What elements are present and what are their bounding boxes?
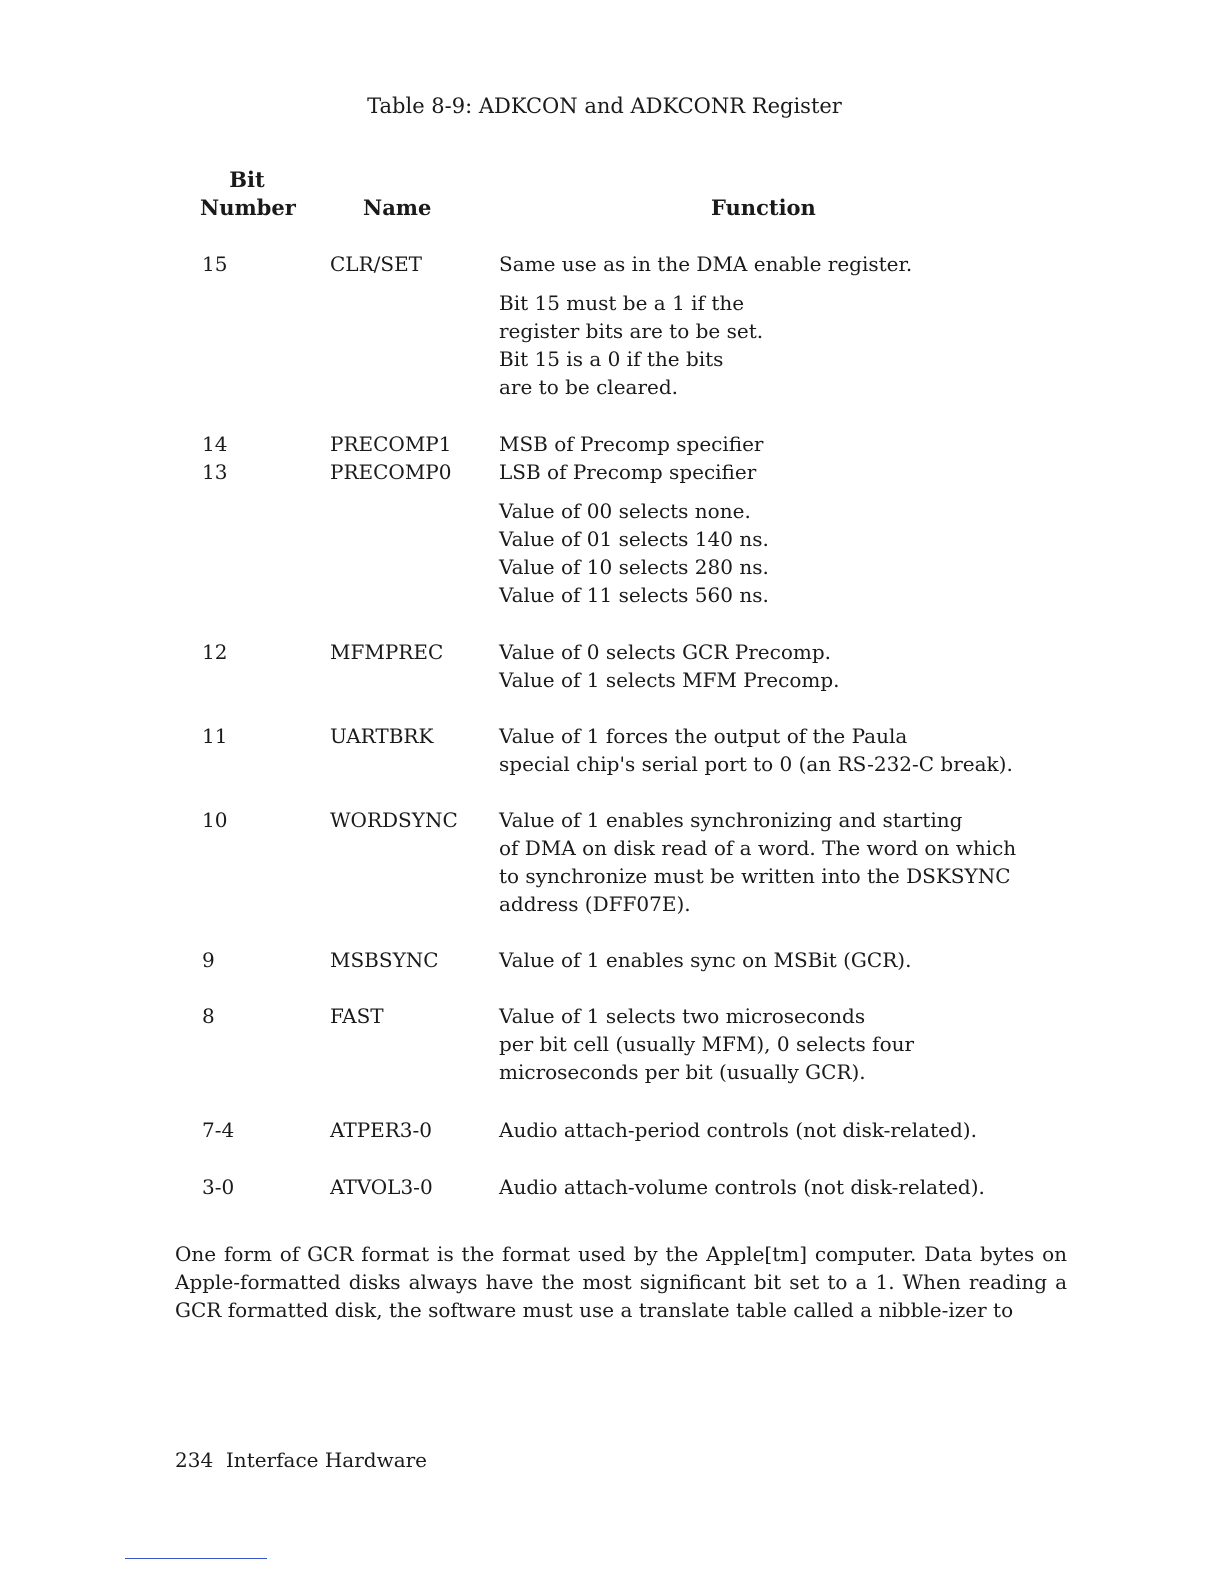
function-description: MSB of Precomp specifier LSB of Precomp specifier Value of 00 selects none. Value of 01 selects 140 ns. Value of 10 selects 280 ns. Value of 11 selects 560 ns.	[499, 432, 769, 607]
register-name: CLR/SET	[330, 252, 423, 276]
function-description: Value of 1 forces the output of the Paula special chip's serial port to 0 (an RS-232-C break).	[499, 724, 1013, 776]
page-footer	[175, 1448, 427, 1472]
function-description: Audio attach-volume controls (not disk-related).	[499, 1175, 985, 1199]
register-name: PRECOMP1 PRECOMP0	[330, 432, 452, 484]
bit-number: 3-0	[202, 1175, 235, 1199]
bit-number: 14 13	[202, 432, 228, 484]
register-name: FAST	[330, 1004, 384, 1028]
register-name: MFMPREC	[330, 640, 444, 664]
page-number: 234	[175, 1448, 214, 1472]
header-function: Function	[711, 195, 816, 220]
header-name: Name	[363, 195, 432, 220]
footer-rule	[125, 1558, 267, 1559]
bit-number: 7-4	[202, 1118, 235, 1142]
register-name: WORDSYNC	[330, 808, 458, 832]
bit-number: 12	[202, 640, 228, 664]
body-paragraph: One form of GCR format is the format used by the Apple[tm] computer. Data bytes on Apple-formatted disks always have the most significant bit set to a 1. When reading a GCR formatted disk, the software must use a translate table called a nibble-izer to	[175, 1242, 1067, 1322]
table-title: Table 8-9: ADKCON and ADKCONR Register	[367, 94, 842, 118]
register-name: UARTBRK	[330, 724, 434, 748]
bit-number: 15	[202, 252, 228, 276]
section-name: Interface Hardware	[225, 1448, 428, 1472]
bit-number: 9	[202, 948, 215, 972]
register-name: MSBSYNC	[330, 948, 439, 972]
function-description: Same use as in the DMA enable register. Bit 15 must be a 1 if the register bits are to be set. Bit 15 is a 0 if the bits are to be cleared.	[499, 252, 913, 399]
register-name: ATPER3-0	[330, 1118, 433, 1142]
bit-number: 10	[202, 808, 228, 832]
function-description: Value of 1 enables synchronizing and starting of DMA on disk read of a word. The word on which to synchronize must be written into the DSKSYNC address (DFF07E).	[499, 808, 1017, 916]
function-description: Value of 0 selects GCR Precomp. Value of 1 selects MFM Precomp.	[499, 640, 840, 692]
header-bit-number: Bit Number	[200, 167, 296, 220]
register-name: ATVOL3-0	[330, 1175, 433, 1199]
function-description: Value of 1 selects two microseconds per bit cell (usually MFM), 0 selects four microseconds per bit (usually GCR).	[499, 1004, 915, 1084]
function-description: Value of 1 enables sync on MSBit (GCR).	[499, 948, 912, 972]
bit-number: 8	[202, 1004, 215, 1028]
function-description: Audio attach-period controls (not disk-related).	[499, 1118, 977, 1142]
bit-number: 11	[202, 724, 228, 748]
